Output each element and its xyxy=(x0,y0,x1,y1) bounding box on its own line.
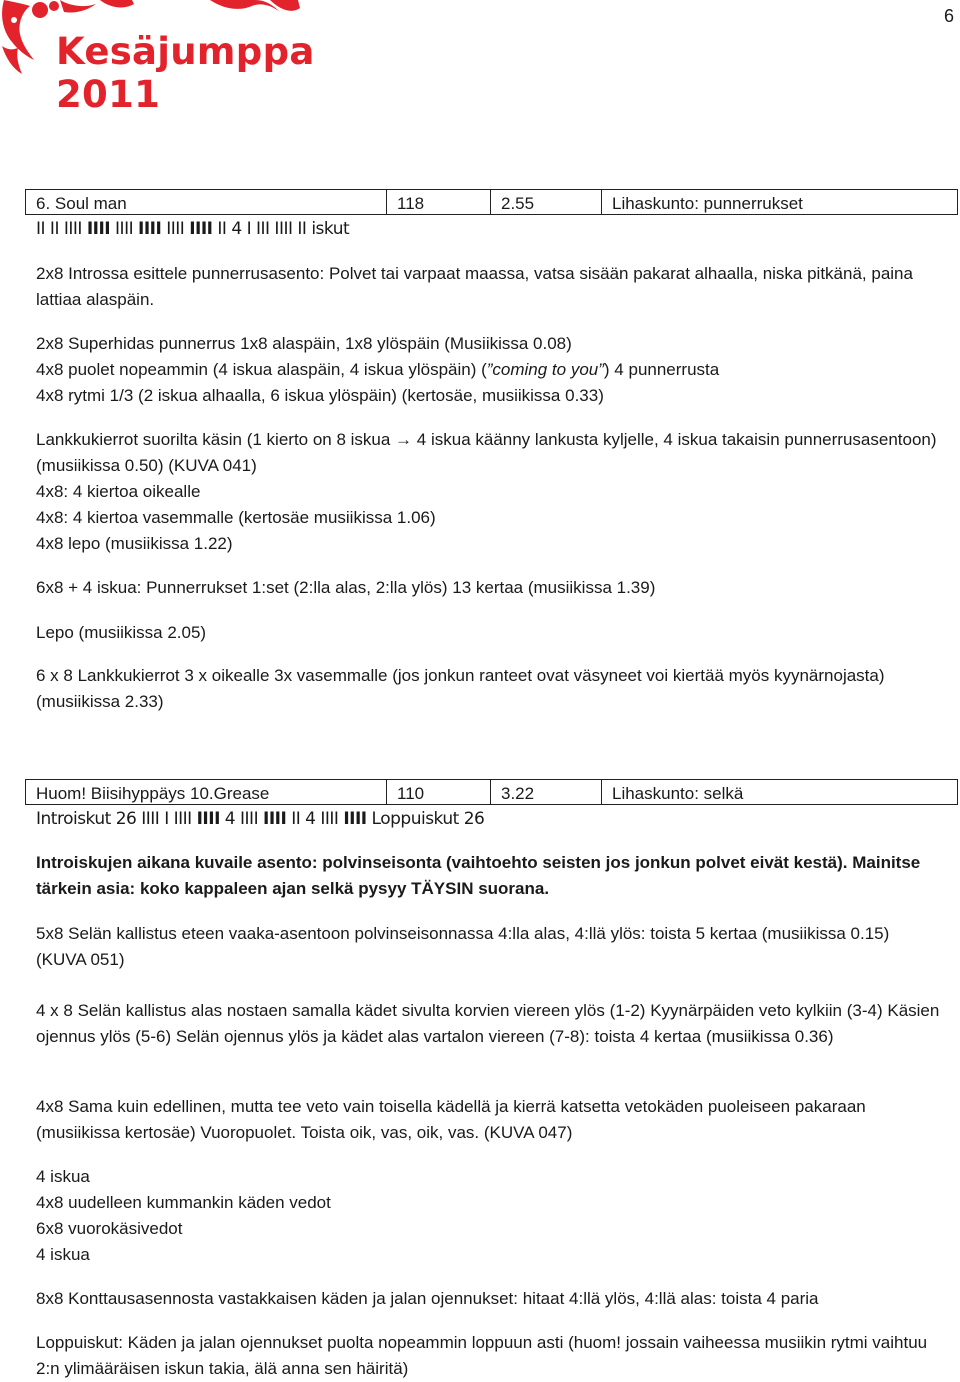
song-title: 6. Soul man xyxy=(26,190,387,214)
logo-text: Kesäjumppa 2011 xyxy=(56,30,315,116)
song-duration: 2.55 xyxy=(491,190,602,214)
instruction-line: 8x8 Konttausasennosta vastakkaisen käden ja jalan ojennukset: hitaat 4:llä ylös, 4:llä alas: toista 4 paria xyxy=(36,1289,819,1308)
instruction-paragraph: Loppuiskut: Käden ja jalan ojennukset puolta nopeammin loppuun asti (huom! jossain vaiheessa musiikin rytmi vaihtuu 2:n ylimääräisen iskun takia, älä anna sen häiritä) xyxy=(36,1333,928,1378)
instruction-paragraph: 5x8 Selän kallistus eteen vaaka-asentoon polvinseisonnassa 4:lla alas, 4:llä ylös: toista 5 kertaa (musiikissa 0.15) (KUVA 051) xyxy=(36,924,890,969)
instruction-paragraph: 4 x 8 Selän kallistus alas nostaen samalla kädet sivulta korvien viereen ylös (1-2) Kyynärpäiden veto kylkiin (3-4) Käsien ojennus ylös (5-6) Selän ojennus ylös ja kädet alas vartalon viereen (7-8): toista 4 kertaa (musiikissa 0.36) xyxy=(36,1001,940,1046)
instruction-line: 4 iskua xyxy=(36,1167,90,1186)
instruction-line: 4x8: 4 kiertoa vasemmalle (kertosäe musiikissa 1.06) xyxy=(36,508,436,527)
instruction-line: 4x8 lepo (musiikissa 1.22) xyxy=(36,534,233,553)
beat-counts-2: Introiskut 26 IIII I IIII IIII 4 IIII IIII II 4 IIII IIII Loppuiskut 26 xyxy=(36,809,485,829)
instruction-line: 4x8 puolet nopeammin (4 iskua alaspäin, 4 iskua ylöspäin) (”coming to you”) 4 punnerrusta xyxy=(36,360,720,379)
instruction-line: 6x8 + 4 iskua: Punnerrukset 1:set (2:lla alas, 2:lla ylös) 13 kertaa (musiikissa 1.39) xyxy=(36,578,656,597)
plank-paragraph: Lankkukierrot suorilta käsin (1 kierto on 8 iskua → 4 iskua käänny lankusta kyljelle, 4 iskua takaisin punnerrusasentoon) (musiikissa 0.50) (KUVA 041) xyxy=(36,430,937,475)
song-title: Huom! Biisihyppäys 10.Grease xyxy=(26,780,387,804)
song-category: Lihaskunto: selkä xyxy=(612,784,744,803)
instruction-line: 6x8 vuorokäsivedot xyxy=(36,1219,183,1238)
instruction-line: 4x8 rytmi 1/3 (2 iskua alhaalla, 6 iskua ylöspäin) (kertosäe, musiikissa 0.33) xyxy=(36,386,604,405)
song-bpm: 110 xyxy=(387,780,491,804)
song-header-table-1 xyxy=(25,189,958,215)
beat-counts-1: II II IIII IIII IIII IIII IIII IIII II 4 I III IIII II iskut xyxy=(36,219,350,239)
instruction-paragraph: 4x8 Sama kuin edellinen, mutta tee veto vain toisella kädellä ja kierrä katsetta vetokäden puoleiseen pakaraan (musiikissa kertosäe) Vuoropuolet. Toista oik, vas, oik, vas. (KUVA 047) xyxy=(36,1097,866,1142)
intro-paragraph: 2x8 Introssa esittele punnerrusasento: Polvet tai varpaat maassa, vatsa sisään pakarat alhaalla, niska pitkänä, paina lattiaa alaspäin. xyxy=(36,264,913,309)
instruction-line: 4x8 uudelleen kummankin käden vedot xyxy=(36,1193,331,1212)
instruction-line: 2x8 Superhidas punnerrus 1x8 alaspäin, 1x8 ylöspäin (Musiikissa 0.08) xyxy=(36,334,572,353)
page-number: 6 xyxy=(943,6,954,26)
key-instruction-paragraph: Introiskujen aikana kuvaile asento: polvinseisonta (vaihtoehto seisten jos jonkun polvet eivät kestä). Mainitse tärkein asia: koko kappaleen ajan selkä pysyy TÄYSIN suorana. xyxy=(36,853,921,898)
instruction-line: 4x8: 4 kiertoa oikealle xyxy=(36,482,201,501)
song-header-table-2 xyxy=(25,779,958,805)
instruction-line: Lepo (musiikissa 2.05) xyxy=(36,623,207,642)
instruction-line: 4 iskua xyxy=(36,1245,90,1264)
instruction-paragraph: 6 x 8 Lankkukierrot 3 x oikealle 3x vasemmalle (jos jonkun ranteet ovat väsyneet voi kiertää myös kyynärnojasta) (musiikissa 2.33) xyxy=(36,666,885,711)
song-bpm: 118 xyxy=(387,190,491,214)
kesajumppa-logo xyxy=(0,0,380,116)
song-duration: 3.22 xyxy=(491,780,602,804)
song-category: Lihaskunto: punnerrukset xyxy=(612,194,803,213)
